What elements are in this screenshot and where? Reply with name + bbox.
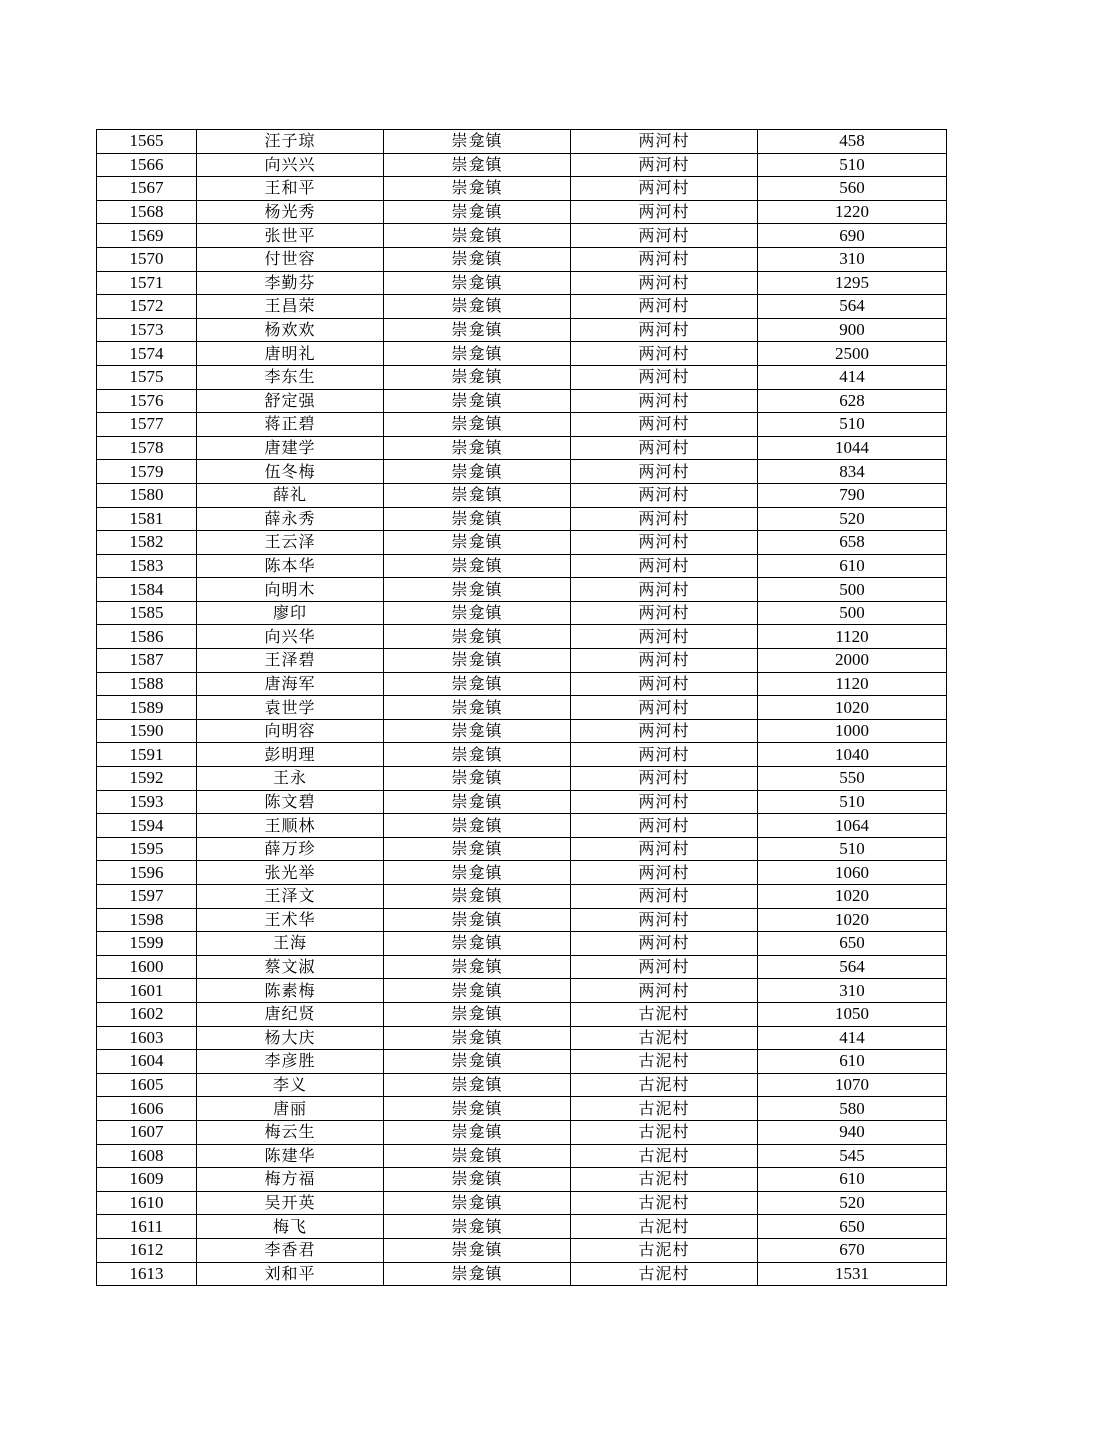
cell-village: 两河村 — [571, 483, 758, 507]
cell-village: 两河村 — [571, 247, 758, 271]
cell-town: 崇龛镇 — [384, 436, 571, 460]
cell-seq-no: 1583 — [97, 554, 197, 578]
cell-seq-no: 1608 — [97, 1144, 197, 1168]
cell-name: 梅云生 — [197, 1120, 384, 1144]
table-row — [97, 1002, 947, 1026]
cell-name: 王云泽 — [197, 531, 384, 555]
cell-name: 陈文碧 — [197, 790, 384, 814]
cell-village: 两河村 — [571, 507, 758, 531]
table-row — [97, 908, 947, 932]
table-row — [97, 955, 947, 979]
cell-name: 张世平 — [197, 224, 384, 248]
cell-village: 两河村 — [571, 295, 758, 319]
table-row — [97, 672, 947, 696]
cell-town: 崇龛镇 — [384, 554, 571, 578]
cell-town: 崇龛镇 — [384, 1262, 571, 1286]
cell-name: 蔡文淑 — [197, 955, 384, 979]
table-row — [97, 507, 947, 531]
cell-amount: 790 — [758, 483, 947, 507]
cell-town: 崇龛镇 — [384, 672, 571, 696]
cell-amount: 1000 — [758, 719, 947, 743]
cell-town: 崇龛镇 — [384, 955, 571, 979]
cell-amount: 1295 — [758, 271, 947, 295]
cell-name: 陈本华 — [197, 554, 384, 578]
cell-seq-no: 1582 — [97, 531, 197, 555]
cell-amount: 940 — [758, 1120, 947, 1144]
table-row — [97, 1191, 947, 1215]
cell-village: 两河村 — [571, 342, 758, 366]
cell-amount: 1064 — [758, 814, 947, 838]
cell-amount: 650 — [758, 1215, 947, 1239]
cell-amount: 414 — [758, 365, 947, 389]
cell-village: 两河村 — [571, 200, 758, 224]
cell-name: 唐明礼 — [197, 342, 384, 366]
cell-town: 崇龛镇 — [384, 1144, 571, 1168]
cell-seq-no: 1565 — [97, 130, 197, 154]
cell-village: 古泥村 — [571, 1120, 758, 1144]
cell-village: 两河村 — [571, 861, 758, 885]
table-row — [97, 153, 947, 177]
table-row — [97, 1050, 947, 1074]
cell-seq-no: 1590 — [97, 719, 197, 743]
table-row — [97, 601, 947, 625]
cell-seq-no: 1604 — [97, 1050, 197, 1074]
cell-amount: 2000 — [758, 649, 947, 673]
cell-town: 崇龛镇 — [384, 814, 571, 838]
table-row — [97, 578, 947, 602]
cell-amount: 1531 — [758, 1262, 947, 1286]
cell-village: 两河村 — [571, 365, 758, 389]
table-row — [97, 1262, 947, 1286]
cell-amount: 510 — [758, 790, 947, 814]
cell-name: 唐丽 — [197, 1097, 384, 1121]
cell-amount: 550 — [758, 767, 947, 791]
cell-town: 崇龛镇 — [384, 1215, 571, 1239]
cell-amount: 1040 — [758, 743, 947, 767]
cell-name: 廖印 — [197, 601, 384, 625]
cell-amount: 458 — [758, 130, 947, 154]
cell-amount: 500 — [758, 601, 947, 625]
cell-village: 两河村 — [571, 554, 758, 578]
cell-town: 崇龛镇 — [384, 483, 571, 507]
table-row — [97, 790, 947, 814]
table-row — [97, 696, 947, 720]
cell-name: 李勤芬 — [197, 271, 384, 295]
cell-seq-no: 1580 — [97, 483, 197, 507]
cell-name: 向明木 — [197, 578, 384, 602]
cell-town: 崇龛镇 — [384, 177, 571, 201]
cell-seq-no: 1600 — [97, 955, 197, 979]
cell-seq-no: 1585 — [97, 601, 197, 625]
cell-town: 崇龛镇 — [384, 578, 571, 602]
cell-amount: 310 — [758, 247, 947, 271]
cell-amount: 414 — [758, 1026, 947, 1050]
cell-name: 梅方福 — [197, 1168, 384, 1192]
cell-town: 崇龛镇 — [384, 1168, 571, 1192]
table-row — [97, 649, 947, 673]
cell-seq-no: 1572 — [97, 295, 197, 319]
cell-amount: 690 — [758, 224, 947, 248]
cell-seq-no: 1578 — [97, 436, 197, 460]
cell-amount: 520 — [758, 1191, 947, 1215]
cell-seq-no: 1594 — [97, 814, 197, 838]
cell-amount: 658 — [758, 531, 947, 555]
cell-seq-no: 1592 — [97, 767, 197, 791]
cell-village: 两河村 — [571, 578, 758, 602]
cell-town: 崇龛镇 — [384, 318, 571, 342]
cell-village: 两河村 — [571, 672, 758, 696]
cell-village: 两河村 — [571, 814, 758, 838]
cell-town: 崇龛镇 — [384, 389, 571, 413]
cell-amount: 2500 — [758, 342, 947, 366]
cell-amount: 628 — [758, 389, 947, 413]
cell-town: 崇龛镇 — [384, 200, 571, 224]
table-row — [97, 413, 947, 437]
table-row — [97, 861, 947, 885]
cell-name: 蒋正碧 — [197, 413, 384, 437]
table-row — [97, 200, 947, 224]
cell-town: 崇龛镇 — [384, 932, 571, 956]
cell-town: 崇龛镇 — [384, 460, 571, 484]
table-row — [97, 295, 947, 319]
cell-name: 刘和平 — [197, 1262, 384, 1286]
cell-amount: 610 — [758, 1168, 947, 1192]
cell-village: 两河村 — [571, 837, 758, 861]
table-row — [97, 1144, 947, 1168]
cell-town: 崇龛镇 — [384, 743, 571, 767]
cell-seq-no: 1603 — [97, 1026, 197, 1050]
cell-village: 两河村 — [571, 531, 758, 555]
cell-village: 古泥村 — [571, 1191, 758, 1215]
cell-amount: 580 — [758, 1097, 947, 1121]
cell-town: 崇龛镇 — [384, 1120, 571, 1144]
table-row — [97, 885, 947, 909]
cell-seq-no: 1610 — [97, 1191, 197, 1215]
table-row — [97, 979, 947, 1003]
cell-amount: 520 — [758, 507, 947, 531]
cell-name: 舒定强 — [197, 389, 384, 413]
cell-town: 崇龛镇 — [384, 365, 571, 389]
cell-village: 古泥村 — [571, 1215, 758, 1239]
cell-seq-no: 1588 — [97, 672, 197, 696]
table-row — [97, 130, 947, 154]
cell-name: 唐海军 — [197, 672, 384, 696]
cell-name: 李东生 — [197, 365, 384, 389]
cell-name: 彭明理 — [197, 743, 384, 767]
cell-name: 王泽文 — [197, 885, 384, 909]
table-row — [97, 932, 947, 956]
cell-town: 崇龛镇 — [384, 1002, 571, 1026]
cell-seq-no: 1613 — [97, 1262, 197, 1286]
cell-village: 古泥村 — [571, 1097, 758, 1121]
cell-name: 王泽碧 — [197, 649, 384, 673]
cell-seq-no: 1579 — [97, 460, 197, 484]
cell-name: 汪子琼 — [197, 130, 384, 154]
cell-village: 两河村 — [571, 696, 758, 720]
cell-village: 两河村 — [571, 932, 758, 956]
table-row — [97, 365, 947, 389]
cell-town: 崇龛镇 — [384, 861, 571, 885]
cell-village: 古泥村 — [571, 1262, 758, 1286]
cell-seq-no: 1607 — [97, 1120, 197, 1144]
cell-name: 梅飞 — [197, 1215, 384, 1239]
table-row — [97, 1073, 947, 1097]
table-row — [97, 318, 947, 342]
table-row — [97, 247, 947, 271]
cell-name: 袁世学 — [197, 696, 384, 720]
cell-amount: 510 — [758, 153, 947, 177]
table-row — [97, 767, 947, 791]
table-row — [97, 554, 947, 578]
cell-seq-no: 1597 — [97, 885, 197, 909]
cell-town: 崇龛镇 — [384, 837, 571, 861]
cell-village: 古泥村 — [571, 1168, 758, 1192]
cell-name: 付世容 — [197, 247, 384, 271]
cell-seq-no: 1569 — [97, 224, 197, 248]
table-row — [97, 389, 947, 413]
cell-name: 张光举 — [197, 861, 384, 885]
cell-village: 两河村 — [571, 979, 758, 1003]
cell-seq-no: 1570 — [97, 247, 197, 271]
cell-town: 崇龛镇 — [384, 1191, 571, 1215]
cell-town: 崇龛镇 — [384, 295, 571, 319]
cell-village: 古泥村 — [571, 1144, 758, 1168]
cell-name: 陈素梅 — [197, 979, 384, 1003]
cell-amount: 1050 — [758, 1002, 947, 1026]
cell-name: 李香君 — [197, 1238, 384, 1262]
cell-village: 两河村 — [571, 436, 758, 460]
cell-town: 崇龛镇 — [384, 342, 571, 366]
cell-name: 王顺林 — [197, 814, 384, 838]
table-row — [97, 460, 947, 484]
cell-seq-no: 1611 — [97, 1215, 197, 1239]
cell-name: 陈建华 — [197, 1144, 384, 1168]
table-row — [97, 719, 947, 743]
cell-town: 崇龛镇 — [384, 413, 571, 437]
cell-amount: 670 — [758, 1238, 947, 1262]
cell-town: 崇龛镇 — [384, 979, 571, 1003]
cell-town: 崇龛镇 — [384, 1073, 571, 1097]
table-row — [97, 271, 947, 295]
cell-amount: 1220 — [758, 200, 947, 224]
cell-name: 伍冬梅 — [197, 460, 384, 484]
cell-village: 古泥村 — [571, 1238, 758, 1262]
cell-seq-no: 1567 — [97, 177, 197, 201]
cell-amount: 610 — [758, 1050, 947, 1074]
cell-village: 古泥村 — [571, 1073, 758, 1097]
cell-village: 两河村 — [571, 153, 758, 177]
cell-name: 王和平 — [197, 177, 384, 201]
cell-seq-no: 1605 — [97, 1073, 197, 1097]
cell-amount: 510 — [758, 413, 947, 437]
cell-village: 两河村 — [571, 601, 758, 625]
cell-seq-no: 1581 — [97, 507, 197, 531]
table-row — [97, 1168, 947, 1192]
cell-name: 吴开英 — [197, 1191, 384, 1215]
cell-seq-no: 1575 — [97, 365, 197, 389]
cell-village: 两河村 — [571, 719, 758, 743]
cell-town: 崇龛镇 — [384, 696, 571, 720]
table-body — [97, 130, 947, 1286]
cell-amount: 1044 — [758, 436, 947, 460]
cell-seq-no: 1566 — [97, 153, 197, 177]
cell-town: 崇龛镇 — [384, 507, 571, 531]
cell-town: 崇龛镇 — [384, 153, 571, 177]
cell-town: 崇龛镇 — [384, 790, 571, 814]
table-row — [97, 177, 947, 201]
cell-town: 崇龛镇 — [384, 1026, 571, 1050]
table-row — [97, 1215, 947, 1239]
cell-seq-no: 1599 — [97, 932, 197, 956]
cell-town: 崇龛镇 — [384, 531, 571, 555]
cell-amount: 564 — [758, 955, 947, 979]
cell-seq-no: 1609 — [97, 1168, 197, 1192]
cell-village: 两河村 — [571, 130, 758, 154]
cell-town: 崇龛镇 — [384, 224, 571, 248]
table-row — [97, 1097, 947, 1121]
cell-village: 两河村 — [571, 885, 758, 909]
cell-seq-no: 1573 — [97, 318, 197, 342]
cell-village: 两河村 — [571, 460, 758, 484]
table-row — [97, 1120, 947, 1144]
cell-amount: 650 — [758, 932, 947, 956]
cell-seq-no: 1602 — [97, 1002, 197, 1026]
cell-town: 崇龛镇 — [384, 649, 571, 673]
cell-name: 向明容 — [197, 719, 384, 743]
cell-village: 两河村 — [571, 767, 758, 791]
cell-seq-no: 1586 — [97, 625, 197, 649]
cell-village: 两河村 — [571, 224, 758, 248]
cell-village: 两河村 — [571, 743, 758, 767]
table-row — [97, 1238, 947, 1262]
cell-amount: 1120 — [758, 625, 947, 649]
cell-seq-no: 1606 — [97, 1097, 197, 1121]
cell-name: 薛永秀 — [197, 507, 384, 531]
table-row — [97, 743, 947, 767]
cell-seq-no: 1601 — [97, 979, 197, 1003]
cell-name: 杨光秀 — [197, 200, 384, 224]
cell-village: 两河村 — [571, 389, 758, 413]
cell-seq-no: 1577 — [97, 413, 197, 437]
cell-name: 王海 — [197, 932, 384, 956]
cell-amount: 510 — [758, 837, 947, 861]
table-row — [97, 483, 947, 507]
cell-name: 王术华 — [197, 908, 384, 932]
cell-seq-no: 1593 — [97, 790, 197, 814]
cell-name: 向兴兴 — [197, 153, 384, 177]
cell-name: 王昌荣 — [197, 295, 384, 319]
cell-town: 崇龛镇 — [384, 885, 571, 909]
cell-amount: 310 — [758, 979, 947, 1003]
cell-village: 古泥村 — [571, 1026, 758, 1050]
table-row — [97, 224, 947, 248]
cell-town: 崇龛镇 — [384, 719, 571, 743]
table-row — [97, 837, 947, 861]
cell-village: 两河村 — [571, 413, 758, 437]
cell-town: 崇龛镇 — [384, 625, 571, 649]
cell-name: 向兴华 — [197, 625, 384, 649]
cell-name: 王永 — [197, 767, 384, 791]
cell-village: 两河村 — [571, 271, 758, 295]
cell-amount: 1020 — [758, 908, 947, 932]
cell-name: 杨欢欢 — [197, 318, 384, 342]
cell-amount: 560 — [758, 177, 947, 201]
table-row — [97, 814, 947, 838]
cell-name: 李彦胜 — [197, 1050, 384, 1074]
cell-town: 崇龛镇 — [384, 1238, 571, 1262]
cell-seq-no: 1589 — [97, 696, 197, 720]
cell-village: 两河村 — [571, 790, 758, 814]
cell-amount: 1060 — [758, 861, 947, 885]
cell-village: 两河村 — [571, 318, 758, 342]
cell-name: 薛万珍 — [197, 837, 384, 861]
cell-village: 两河村 — [571, 177, 758, 201]
cell-town: 崇龛镇 — [384, 1050, 571, 1074]
cell-town: 崇龛镇 — [384, 908, 571, 932]
cell-seq-no: 1576 — [97, 389, 197, 413]
cell-village: 两河村 — [571, 955, 758, 979]
cell-seq-no: 1584 — [97, 578, 197, 602]
cell-town: 崇龛镇 — [384, 247, 571, 271]
cell-seq-no: 1596 — [97, 861, 197, 885]
cell-seq-no: 1595 — [97, 837, 197, 861]
cell-town: 崇龛镇 — [384, 130, 571, 154]
cell-village: 两河村 — [571, 625, 758, 649]
cell-village: 古泥村 — [571, 1050, 758, 1074]
cell-seq-no: 1591 — [97, 743, 197, 767]
cell-seq-no: 1612 — [97, 1238, 197, 1262]
cell-seq-no: 1598 — [97, 908, 197, 932]
cell-village: 两河村 — [571, 908, 758, 932]
cell-name: 唐纪贤 — [197, 1002, 384, 1026]
table-row — [97, 531, 947, 555]
table-row — [97, 342, 947, 366]
cell-amount: 900 — [758, 318, 947, 342]
cell-amount: 1120 — [758, 672, 947, 696]
cell-name: 李义 — [197, 1073, 384, 1097]
cell-town: 崇龛镇 — [384, 271, 571, 295]
cell-amount: 834 — [758, 460, 947, 484]
cell-village: 古泥村 — [571, 1002, 758, 1026]
cell-amount: 610 — [758, 554, 947, 578]
cell-town: 崇龛镇 — [384, 601, 571, 625]
table-row — [97, 1026, 947, 1050]
cell-amount: 545 — [758, 1144, 947, 1168]
cell-village: 两河村 — [571, 649, 758, 673]
cell-amount: 1020 — [758, 696, 947, 720]
cell-name: 唐建学 — [197, 436, 384, 460]
cell-town: 崇龛镇 — [384, 1097, 571, 1121]
cell-seq-no: 1574 — [97, 342, 197, 366]
cell-seq-no: 1587 — [97, 649, 197, 673]
data-table — [96, 129, 947, 1286]
cell-amount: 1070 — [758, 1073, 947, 1097]
cell-name: 薛礼 — [197, 483, 384, 507]
cell-amount: 564 — [758, 295, 947, 319]
cell-name: 杨大庆 — [197, 1026, 384, 1050]
cell-seq-no: 1568 — [97, 200, 197, 224]
cell-town: 崇龛镇 — [384, 767, 571, 791]
table-row — [97, 436, 947, 460]
cell-amount: 1020 — [758, 885, 947, 909]
cell-seq-no: 1571 — [97, 271, 197, 295]
cell-amount: 500 — [758, 578, 947, 602]
table-row — [97, 625, 947, 649]
